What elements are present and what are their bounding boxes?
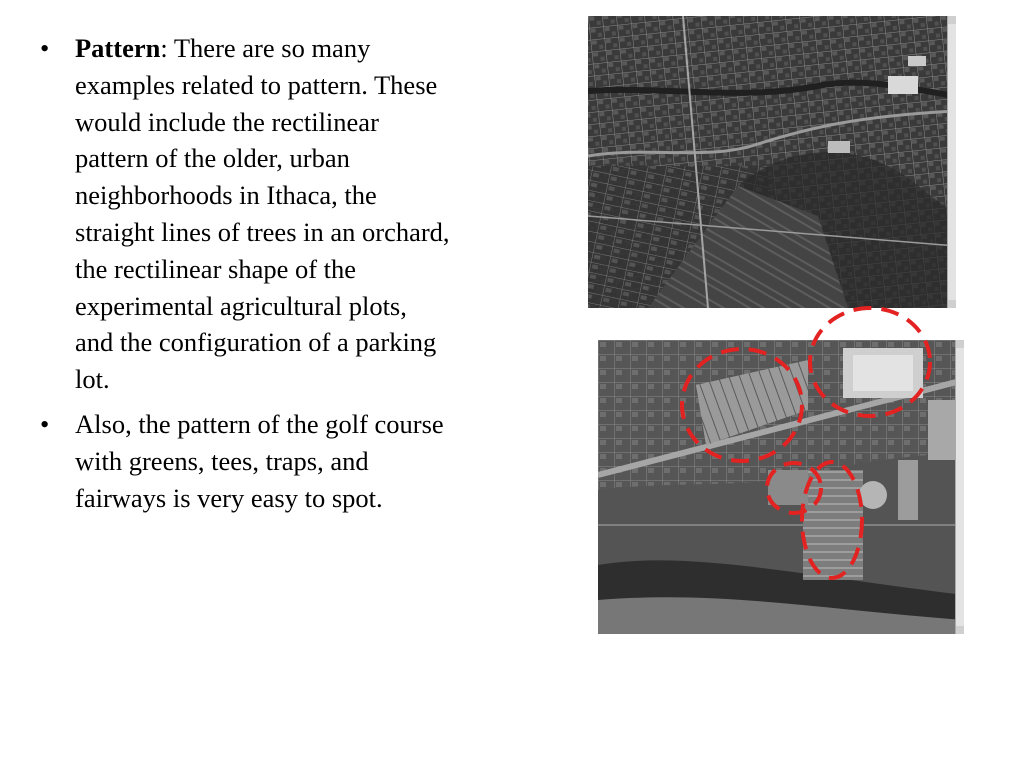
- bullet-glyph: •: [40, 33, 50, 63]
- bullet-item-golf-course: [30, 406, 450, 516]
- aerial-photo-graphic: [588, 16, 956, 308]
- scroll-down-arrow-icon[interactable]: [948, 300, 956, 308]
- bullet-glyph: •: [40, 408, 50, 439]
- aerial-photo-graphic: [598, 340, 964, 634]
- photo-scrollbar[interactable]: [955, 340, 964, 634]
- photo-scrollbar[interactable]: [947, 16, 956, 308]
- scroll-up-arrow-icon[interactable]: [956, 340, 964, 348]
- scroll-up-arrow-icon[interactable]: [948, 16, 956, 24]
- bullet-keyword: Pattern: [75, 33, 161, 63]
- bullet-list: [30, 30, 450, 524]
- scroll-down-arrow-icon[interactable]: [956, 626, 964, 634]
- bullet-text: Also, the pattern of the golf course with greens, tees, traps, and fairways is very easy to spot.: [75, 408, 444, 513]
- aerial-photo-ithaca-neighborhoods: [588, 16, 956, 308]
- aerial-photo-campus-golf-course: [598, 340, 964, 634]
- bullet-item-pattern: [30, 30, 450, 398]
- bullet-text: : There are so many examples related to pattern. These would include the rectilinear pattern of the older, urban neighborhoods in Ithaca, the straight lines of trees in an orchard, the rectilinear shape of the experimental agricultural plots, and the configuration of a parking lot.: [75, 33, 450, 395]
